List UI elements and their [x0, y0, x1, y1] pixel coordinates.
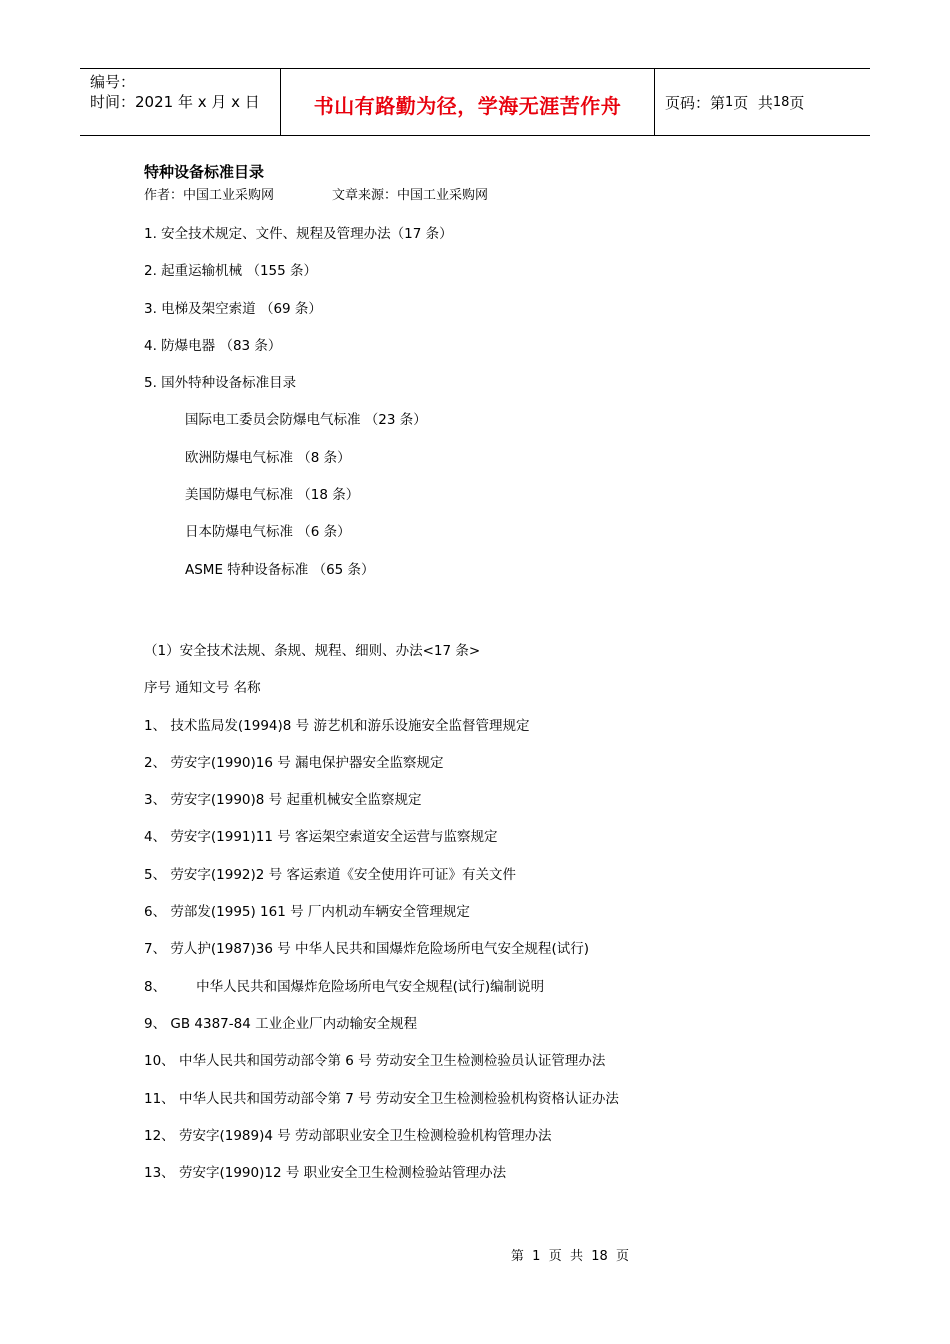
header-page-info: [655, 69, 870, 135]
motto: 书山有路勤为径，学海无涯苦作舟: [281, 69, 655, 135]
list-item: 7、 劳人护(1987)36 号 中华人民共和国爆炸危险场所电气安全规程(试行): [144, 941, 590, 958]
toc-item: 1. 安全技术规定、文件、规程及管理办法（17 条）: [144, 226, 453, 242]
page-current: 1: [725, 94, 734, 110]
list-item: 10、 中华人民共和国劳动部令第 6 号 劳动安全卫生检测检验员认证管理办法: [144, 1053, 606, 1070]
foreign-item: 日本防爆电气标准 （6 条）: [185, 524, 351, 541]
foreign-item: 欧洲防爆电气标准 （8 条）: [185, 449, 351, 466]
regulation-list: [144, 708, 824, 1193]
page-info-mid: 页 共: [733, 93, 773, 112]
foreign-item: ASME 特种设备标准 （65 条）: [185, 561, 375, 578]
list-item: 12、 劳安字(1989)4 号 劳动部职业安全卫生检测检验机构管理办法: [144, 1127, 552, 1144]
column-headers: 序号 通知文号 名称: [144, 680, 261, 697]
foreign-item: 美国防爆电气标准 （18 条）: [185, 487, 360, 504]
list-item: 3、 劳安字(1990)8 号 起重机械安全监察规定: [144, 792, 422, 809]
number-label: 编号：: [90, 73, 136, 91]
doc-title: 特种设备标准目录: [144, 163, 265, 181]
page-total: 18: [772, 94, 790, 110]
toc-list: [144, 216, 824, 402]
toc-item: 4. 防爆电器 （83 条）: [144, 337, 282, 354]
page-info-prefix: 页码：第: [665, 93, 726, 112]
list-item: 11、 中华人民共和国劳动部令第 7 号 劳动安全卫生检测检验机构资格认证办法: [144, 1090, 619, 1107]
section-heading: （1）安全技术法规、条规、规程、细则、办法<17 条>: [144, 642, 481, 659]
list-item: 9、 GB 4387-84 工业企业厂内动输安全规程: [144, 1015, 418, 1032]
header-left-cell: [80, 69, 281, 135]
list-item: 6、 劳部发(1995) 161 号 厂内机动车辆安全管理规定: [144, 904, 470, 921]
toc-item: 2. 起重运输机械 （155 条）: [144, 263, 318, 280]
toc-item: 3. 电梯及架空索道 （69 条）: [144, 300, 322, 317]
page-info-suffix: 页: [789, 93, 805, 112]
foreign-item: 国际电工委员会防爆电气标准 （23 条）: [185, 412, 427, 429]
list-item: 4、 劳安字(1991)11 号 客运架空索道安全运营与监察规定: [144, 829, 498, 846]
list-item: 2、 劳安字(1990)16 号 漏电保护器安全监察规定: [144, 754, 444, 771]
time-label: 时间：2021 年 x 月 x 日: [90, 93, 260, 111]
document-body: [144, 160, 824, 1192]
toc-item: 5. 国外特种设备标准目录: [144, 375, 297, 392]
page-header: [80, 68, 870, 136]
doc-meta: [144, 184, 824, 208]
doc-source: 文章来源：中国工业采购网: [332, 188, 489, 203]
list-item: 8、 中华人民共和国爆炸危险场所电气安全规程(试行)编制说明: [144, 978, 545, 995]
list-item: 13、 劳安字(1990)12 号 职业安全卫生检测检验站管理办法: [144, 1165, 507, 1182]
foreign-standards-list: [144, 402, 824, 588]
list-item: 5、 劳安字(1992)2 号 客运索道《安全使用许可证》有关文件: [144, 866, 516, 883]
page-footer: 第 1 页 共 18 页: [510, 1249, 630, 1264]
doc-author: 作者：中国工业采购网: [144, 188, 275, 203]
list-item: 1、 技术监局发(1994)8 号 游艺机和游乐设施安全监督管理规定: [144, 717, 530, 734]
